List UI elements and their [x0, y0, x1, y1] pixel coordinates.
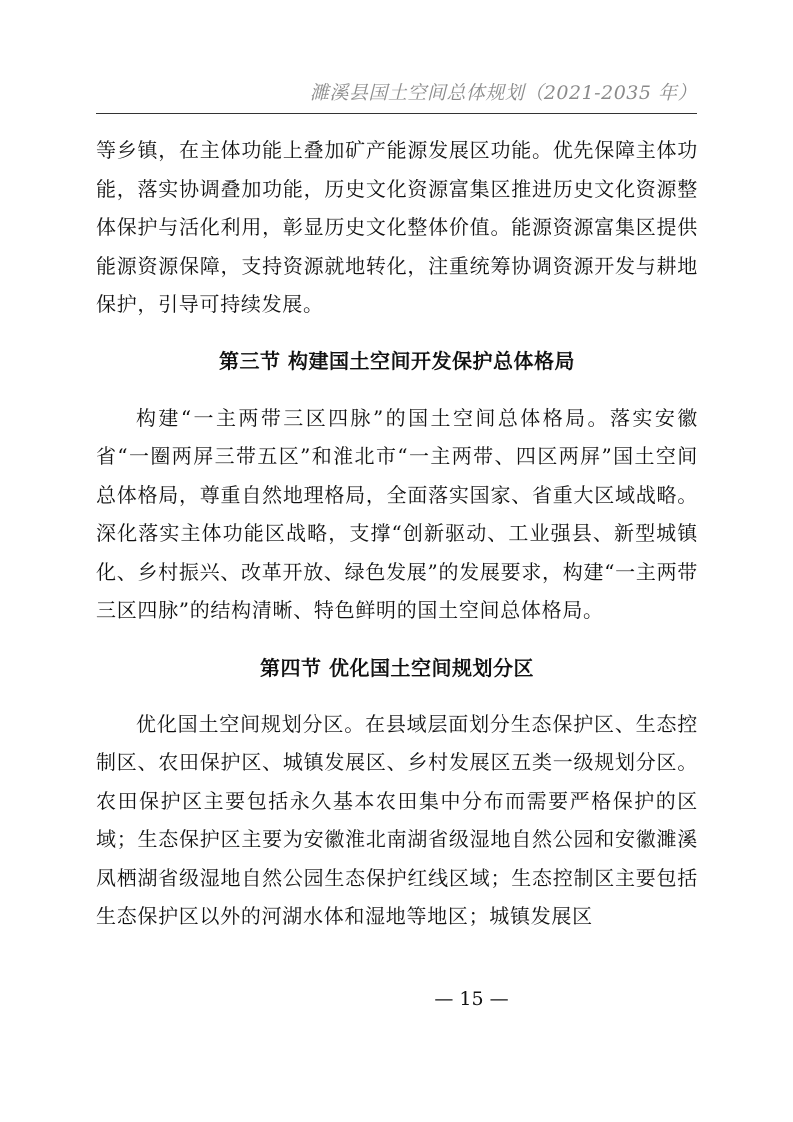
page-body: [96, 131, 698, 936]
page-number: — 15 —: [434, 988, 509, 1010]
running-header: 濉溪县国土空间总体规划（2021-2035 年）: [309, 82, 697, 104]
section-title-4: 第四节 优化国土空间规划分区: [260, 655, 534, 680]
section-title-3: 第三节 构建国土空间开发保护总体格局: [219, 348, 575, 373]
paragraph-continued: 等乡镇，在主体功能上叠加矿产能源发展区功能。优先保障主体功能，落实协调叠加功能，历史文化资源富集区推进历史文化资源整体保护与活化利用，彰显历史文化整体价值。能源资源富集区提供能源资源保障，支持资源就地转化，注重统筹协调资源开发与耕地保护，引导可持续发展。: [96, 138, 698, 316]
paragraph-overall-pattern: 构建“一主两带三区四脉”的国土空间总体格局。落实安徽省“一圈两屏三带五区”和淮北市“一主两带、四区两屏”国土空间总体格局，尊重自然地理格局，全面落实国家、省重大区域战略。深化落实主体功能区战略，支撑“创新驱动、工业强县、新型城镇化、乡村振兴、改革开放、绿色发展”的发展要求，构建“一主两带三区四脉”的结构清晰、特色鲜明的国土空间总体格局。: [96, 405, 698, 622]
paragraph-planning-zones: 优化国土空间规划分区。在县域层面划分生态保护区、生态控制区、农田保护区、城镇发展区、乡村发展区五类一级规划分区。农田保护区主要包括永久基本农田集中分布而需要严格保护的区域；生态保护区主要为安徽淮北南湖省级湿地自然公园和安徽濉溪凤栖湖省级湿地自然公园生态保护红线区域；生态控制区主要包括生态保护区以外的河湖水体和湿地等地区；城镇发展区: [96, 711, 698, 928]
header-rule: [96, 113, 697, 114]
